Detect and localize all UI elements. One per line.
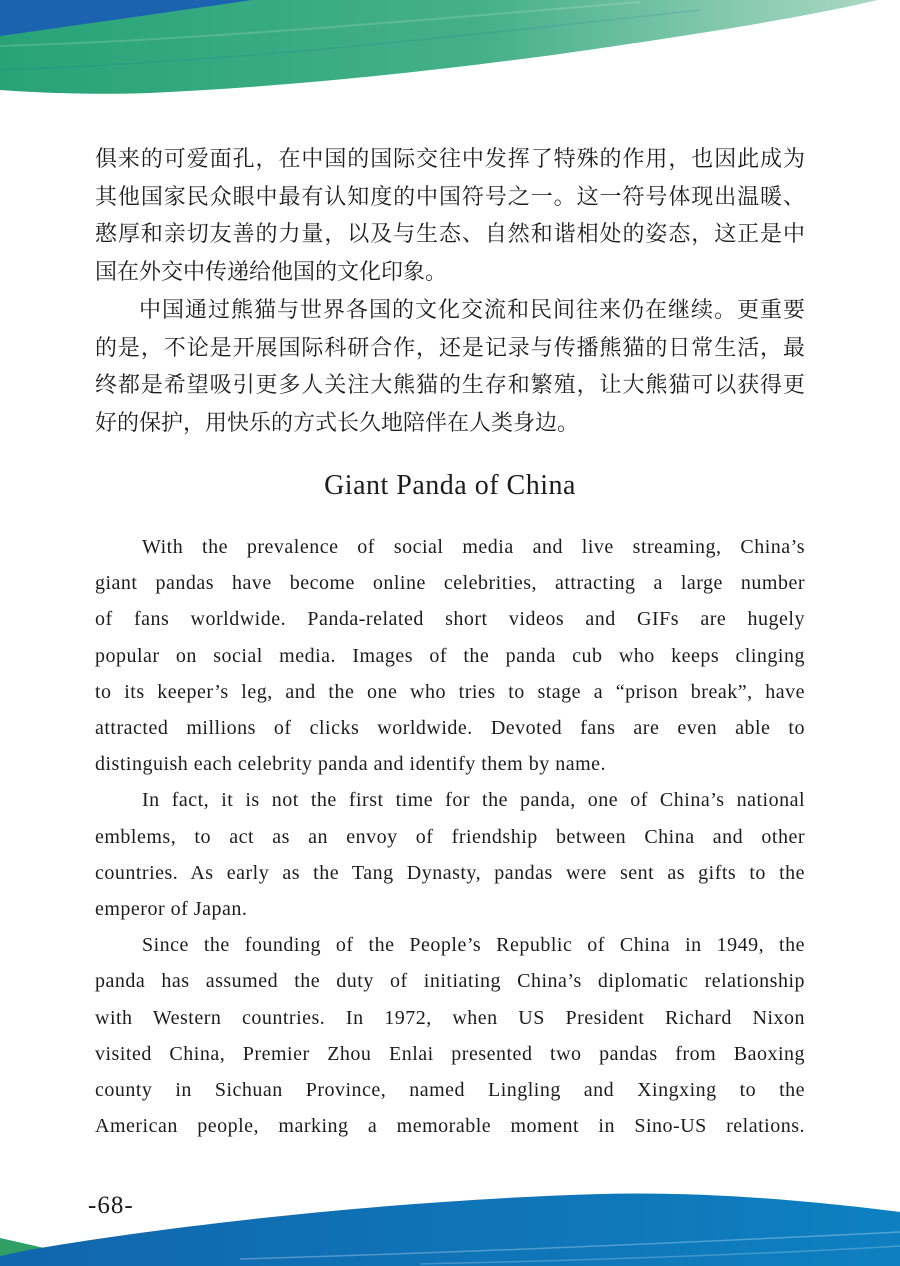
text-line: with Western countries. In 1972, when US President Richard Nixon (95, 1006, 805, 1029)
text-line: 憨厚和亲切友善的力量，以及与生态、自然和谐相处的姿态，这正是中 (95, 221, 805, 247)
chinese-paragraph-2 (95, 291, 805, 442)
page-number: -68- (88, 1192, 134, 1219)
text-line: Since the founding of the People’s Republic of China in 1949, the (142, 934, 805, 957)
text-line: visited China, Premier Zhou Enlai presented two pandas from Baoxing (95, 1042, 805, 1065)
chinese-paragraph-1 (95, 140, 805, 291)
text-line: 终都是希望吸引更多人关注大熊猫的生存和繁殖，让大熊猫可以获得更 (95, 372, 805, 398)
text-line: 好的保护，用快乐的方式长久地陪伴在人类身边。 (95, 409, 580, 435)
chinese-text-block (95, 140, 805, 442)
bottom-wave-decoration (0, 1146, 900, 1266)
text-line: of fans worldwide. Panda-related short videos and GIFs are hugely (95, 608, 805, 631)
text-line: American people, marking a memorable moment in Sino-US relations. (95, 1115, 805, 1138)
text-line: emblems, to act as an envoy of friendship between China and other (95, 825, 805, 848)
blue-wave (0, 1193, 900, 1266)
text-line: panda has assumed the duty of initiating China’s diplomatic relationship (95, 970, 805, 993)
english-paragraph-3 (95, 927, 805, 1144)
text-line: county in Sichuan Province, named Lingling and Xingxing to the (95, 1079, 805, 1102)
text-line: 中国通过熊猫与世界各国的文化交流和民间往来仍在继续。更重要 (139, 296, 805, 322)
english-text-block (95, 529, 805, 1144)
section-heading: Giant Panda of China (324, 470, 576, 501)
english-paragraph-1 (95, 529, 805, 782)
text-line: In fact, it is not the first time for the panda, one of China’s national (142, 789, 805, 812)
text-line: countries. As early as the Tang Dynasty, pandas were sent as gifts to the (95, 861, 805, 884)
text-line: distinguish each celebrity panda and identify them by name. (95, 753, 607, 776)
text-line: emperor of Japan. (95, 898, 248, 921)
text-line: 其他国家民众眼中最有认知度的中国符号之一。这一符号体现出温暖、 (95, 183, 805, 209)
text-line: attracted millions of clicks worldwide. Devoted fans are even able to (95, 717, 805, 740)
english-paragraph-2 (95, 782, 805, 927)
text-line: to its keeper’s leg, and the one who tries to stage a “prison break”, have (95, 680, 805, 703)
text-line: giant pandas have become online celebrities, attracting a large number (95, 572, 805, 595)
text-line: 的是，不论是开展国际科研合作，还是记录与传播熊猫的日常生活，最 (95, 334, 805, 360)
text-line: 国在外交中传递给他国的文化印象。 (95, 259, 448, 285)
text-line: With the prevalence of social media and live streaming, China’s (142, 536, 805, 558)
top-wave-decoration (0, 0, 900, 132)
text-line: popular on social media. Images of the panda cub who keeps clinging (95, 644, 805, 667)
text-line: 俱来的可爱面孔，在中国的国际交往中发挥了特殊的作用，也因此成为 (95, 146, 805, 171)
